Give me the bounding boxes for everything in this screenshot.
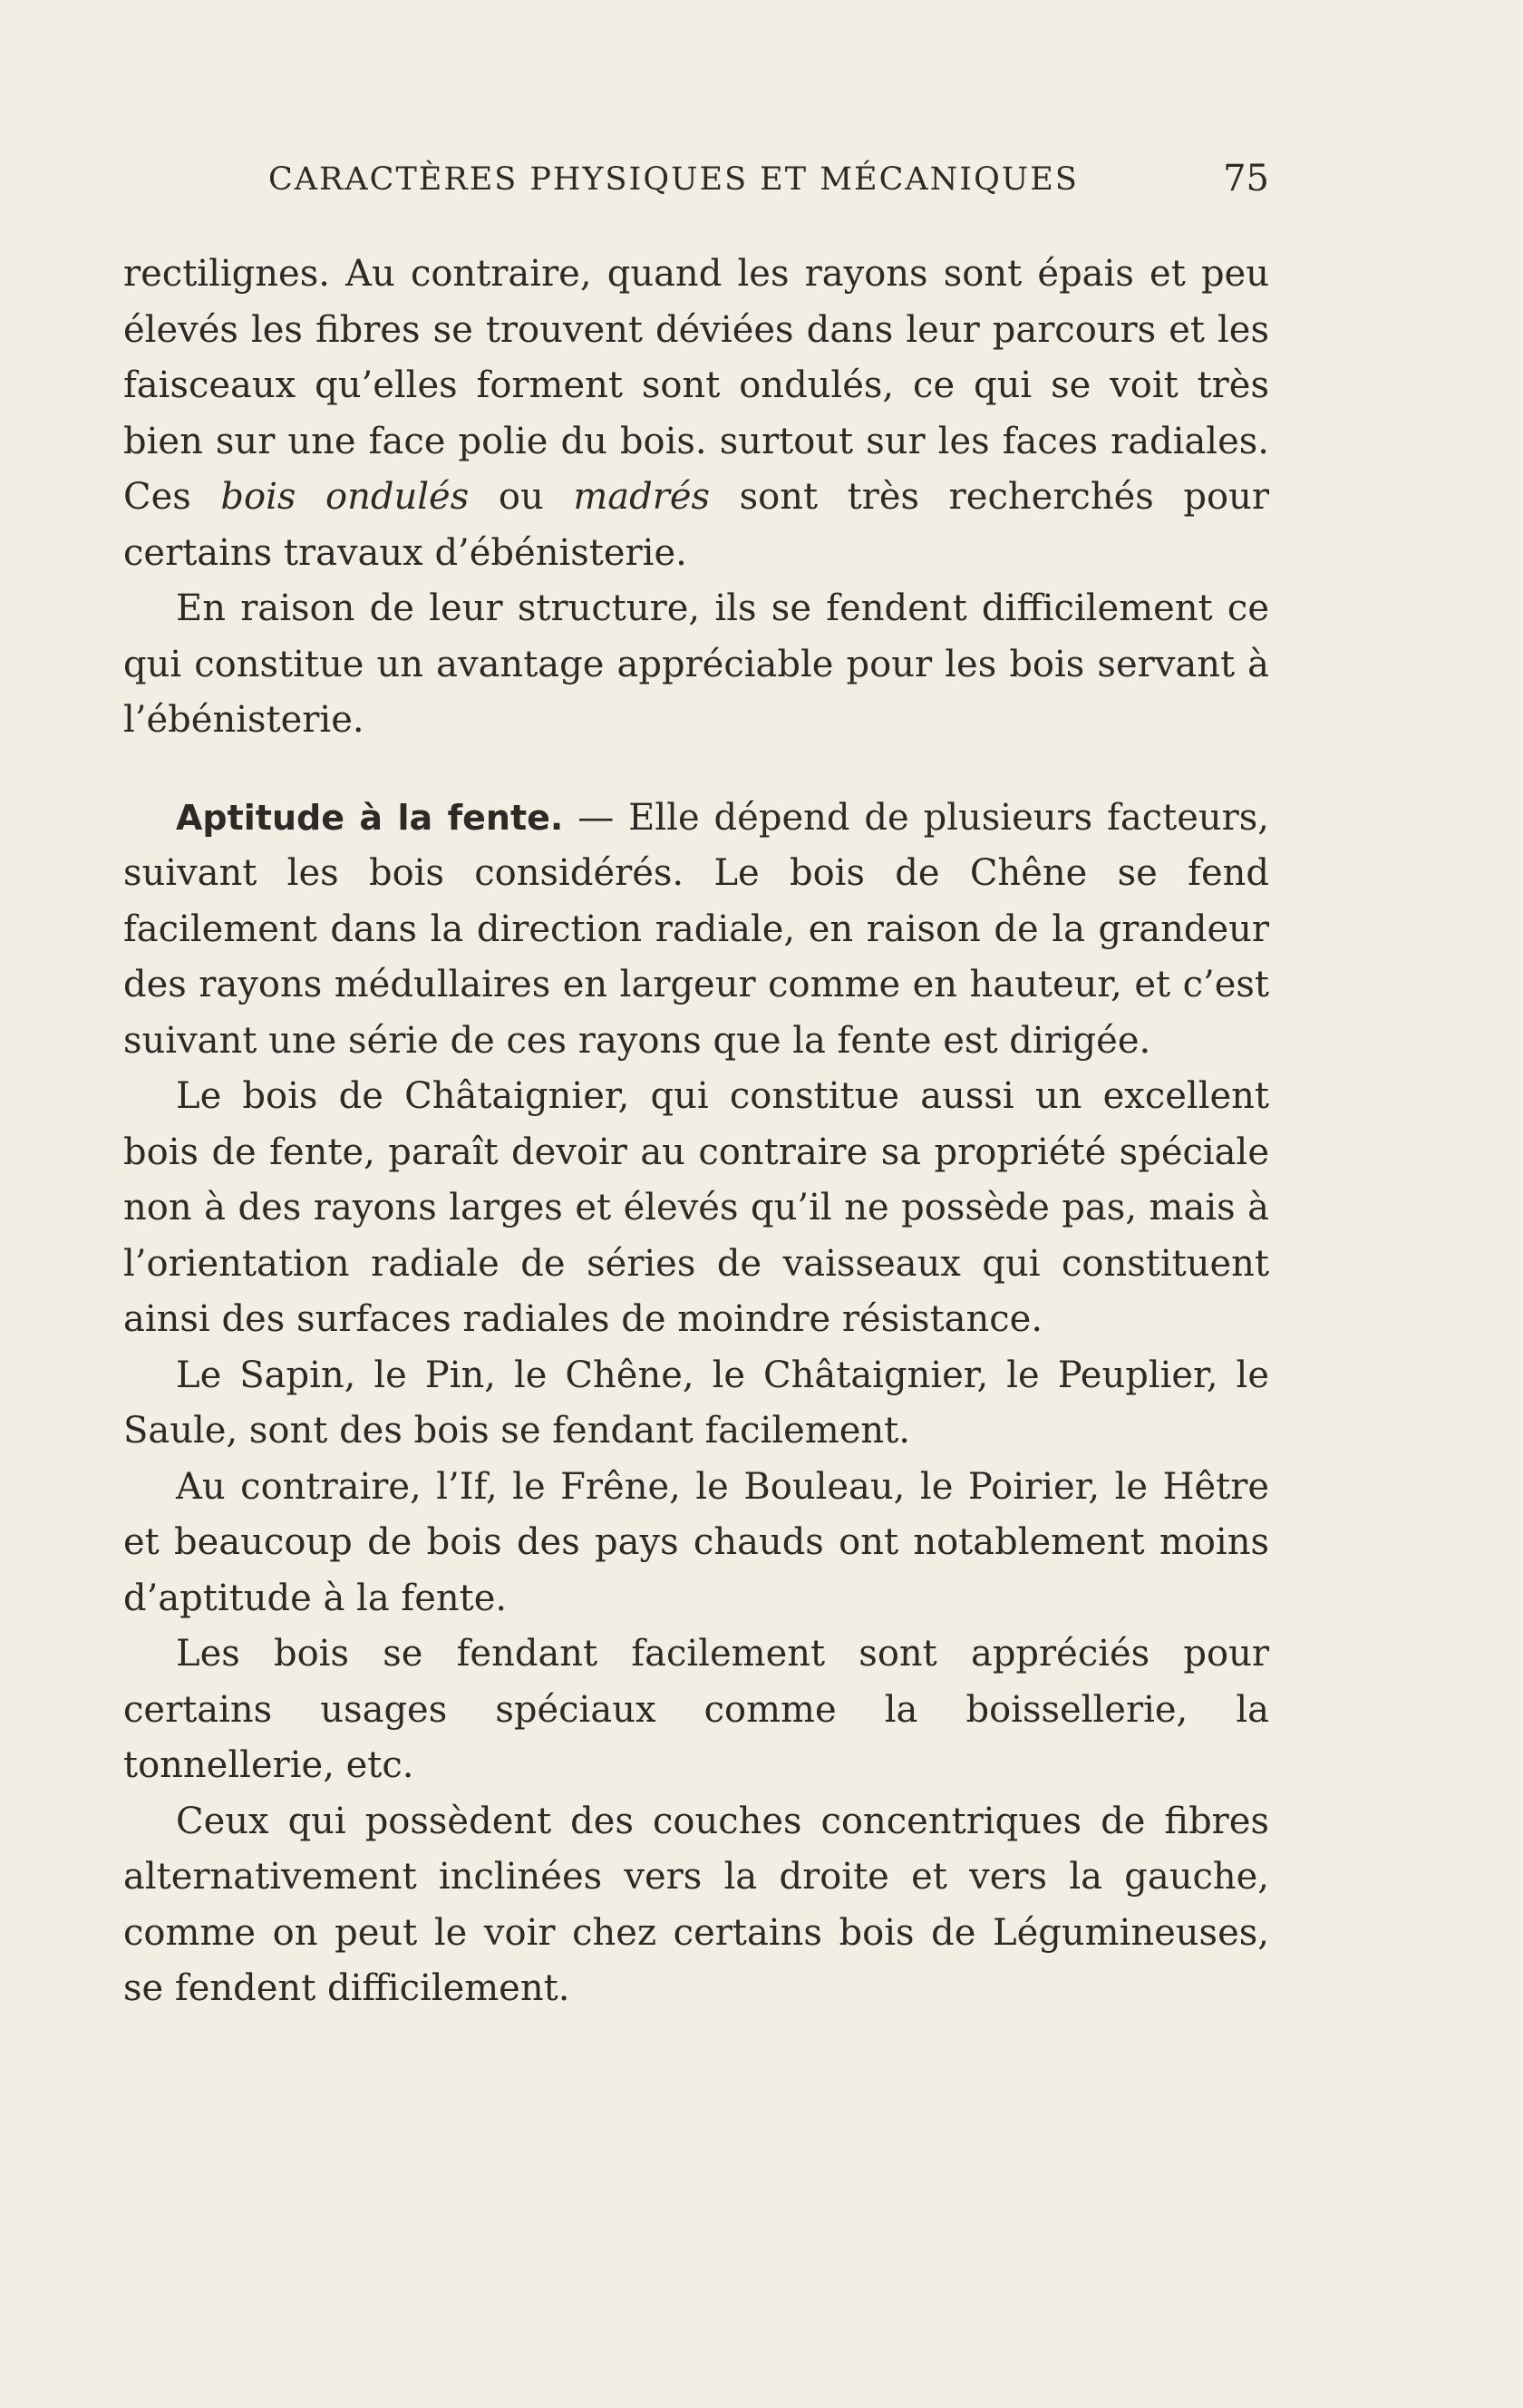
paragraph-chataignier: Le bois de Châtaignier, qui constitue aussi un excellent bois de fente, paraît devoir au contraire sa propriété spéciale non à des rayons larges et élevés qu’il ne possède pas, mais à l’orientation radiale de séries de vaisseaux qui constituent ainsi des surfaces radiales de moindre résistance. (123, 1075, 1269, 1340)
section-heading: Aptitude à la fente. (176, 797, 564, 838)
running-head (123, 158, 1269, 207)
paragraph-text: ou (498, 476, 544, 518)
paragraph-usages: Les bois se fendant facilement sont appréciés pour certains usages spéciaux comme la boissellerie, la tonnellerie, etc. (123, 1633, 1269, 1786)
paragraph-text: rectilignes. Au contraire, quand les rayons sont épais et peu élevés les fibres se trouvent déviées dans leur parcours et les faisceaux qu’elles forment sont ondulés, ce qui se voit très bien sur une face polie du bois. surtout sur les faces radiales. Ces (123, 253, 1269, 518)
paragraph-text: — Elle dépend de plusieurs facteurs, suivant les bois considérés. Le bois de Chêne se fend facilement dans la direction radiale, en raison de la grandeur des rayons médullaires en largeur comme en hauteur, et c’est suivant une série de ces rayons que la fente est dirigée. (123, 796, 1269, 1062)
paragraph-continued (123, 247, 1269, 581)
paragraph-aptitude (123, 791, 1269, 1070)
page-body (123, 247, 1269, 2017)
italic-term-bois-ondules: bois ondulés (220, 476, 470, 518)
running-title: CARACTÈRES PHYSIQUES ET MÉCANIQUES (268, 161, 1079, 198)
paragraph-couches: Ceux qui possèdent des couches concentriques de fibres alternativement inclinées vers la droite et vers la gauche, comme on peut le voir chez certains bois de Légumineuses, se fendent difficilement. (123, 1800, 1269, 2009)
paragraph-au-contraire: Au contraire, l’If, le Frêne, le Bouleau, le Poirier, le Hêtre et beaucoup de bois des pays chauds ont notablement moins d’aptitude à la fente. (123, 1465, 1269, 1619)
paragraph-text: sont très recherchés pour certains travaux d’ébénisterie. (123, 476, 1269, 574)
paragraph-bois-fendant: Le Sapin, le Pin, le Chêne, le Châtaignier, le Peuplier, le Saule, sont des bois se fendant facilement. (123, 1354, 1269, 1452)
page-number: 75 (1223, 158, 1269, 199)
paragraph-structure: En raison de leur structure, ils se fendent difficilement ce qui constitue un avantage appréciable pour les bois servant à l’ébénisterie. (123, 587, 1269, 741)
italic-term-madres: madrés (573, 476, 711, 518)
